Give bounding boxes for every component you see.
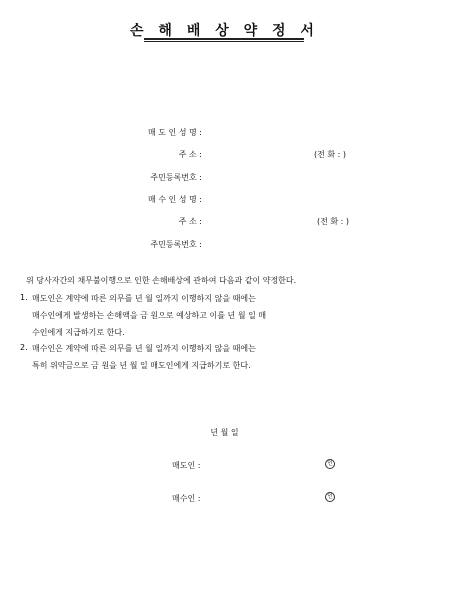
seller-seal-icon: 인 <box>325 459 335 469</box>
clause-1-line-2: 매수인에게 발생하는 손해액을 금 원으로 예상하고 이를 년 월 일 매 <box>32 311 267 320</box>
buyer-address-label: 주 소 : <box>178 217 202 226</box>
seller-address-label: 주 소 : <box>178 150 202 159</box>
seller-phone-label: (전 화 : ) <box>314 150 347 159</box>
document-title: 손 해 배 상 약 정 서 <box>130 23 319 39</box>
seller-sign-label: 매도인 : <box>172 461 201 470</box>
seller-id-label: 주민등록번호 : <box>150 173 202 182</box>
seller-name-label: 매 도 인 성 명 : <box>147 128 202 137</box>
clause-2-line-1: 매수인은 계약에 따른 의무를 년 월 일까지 이행하지 않을 때에는 <box>32 344 256 353</box>
clause-1-number: 1. <box>20 293 28 302</box>
intro-text: 위 당사자간의 채무불이행으로 인한 손해배상에 관하여 다음과 같이 약정한다. <box>26 276 297 285</box>
contract-date-line: 년 월 일 <box>210 428 239 437</box>
buyer-seal-icon: 인 <box>325 492 335 502</box>
buyer-phone-label: (전 화 : ) <box>317 217 350 226</box>
clause-2-line-2: 특히 위약금으로 금 원을 년 월 일 매도인에게 지급하기로 한다. <box>32 361 251 370</box>
buyer-sign-label: 매수인 : <box>172 494 201 503</box>
clause-2-number: 2. <box>20 343 28 352</box>
buyer-name-label: 매 수 인 성 명 : <box>147 195 202 204</box>
title-underline <box>144 38 304 42</box>
clause-1-line-1: 매도인은 계약에 따른 의무를 년 월 일까지 이행하지 않을 때에는 <box>32 294 256 303</box>
clause-1-line-3: 수인에게 지급하기로 한다. <box>32 328 125 337</box>
buyer-id-label: 주민등록번호 : <box>150 240 202 249</box>
